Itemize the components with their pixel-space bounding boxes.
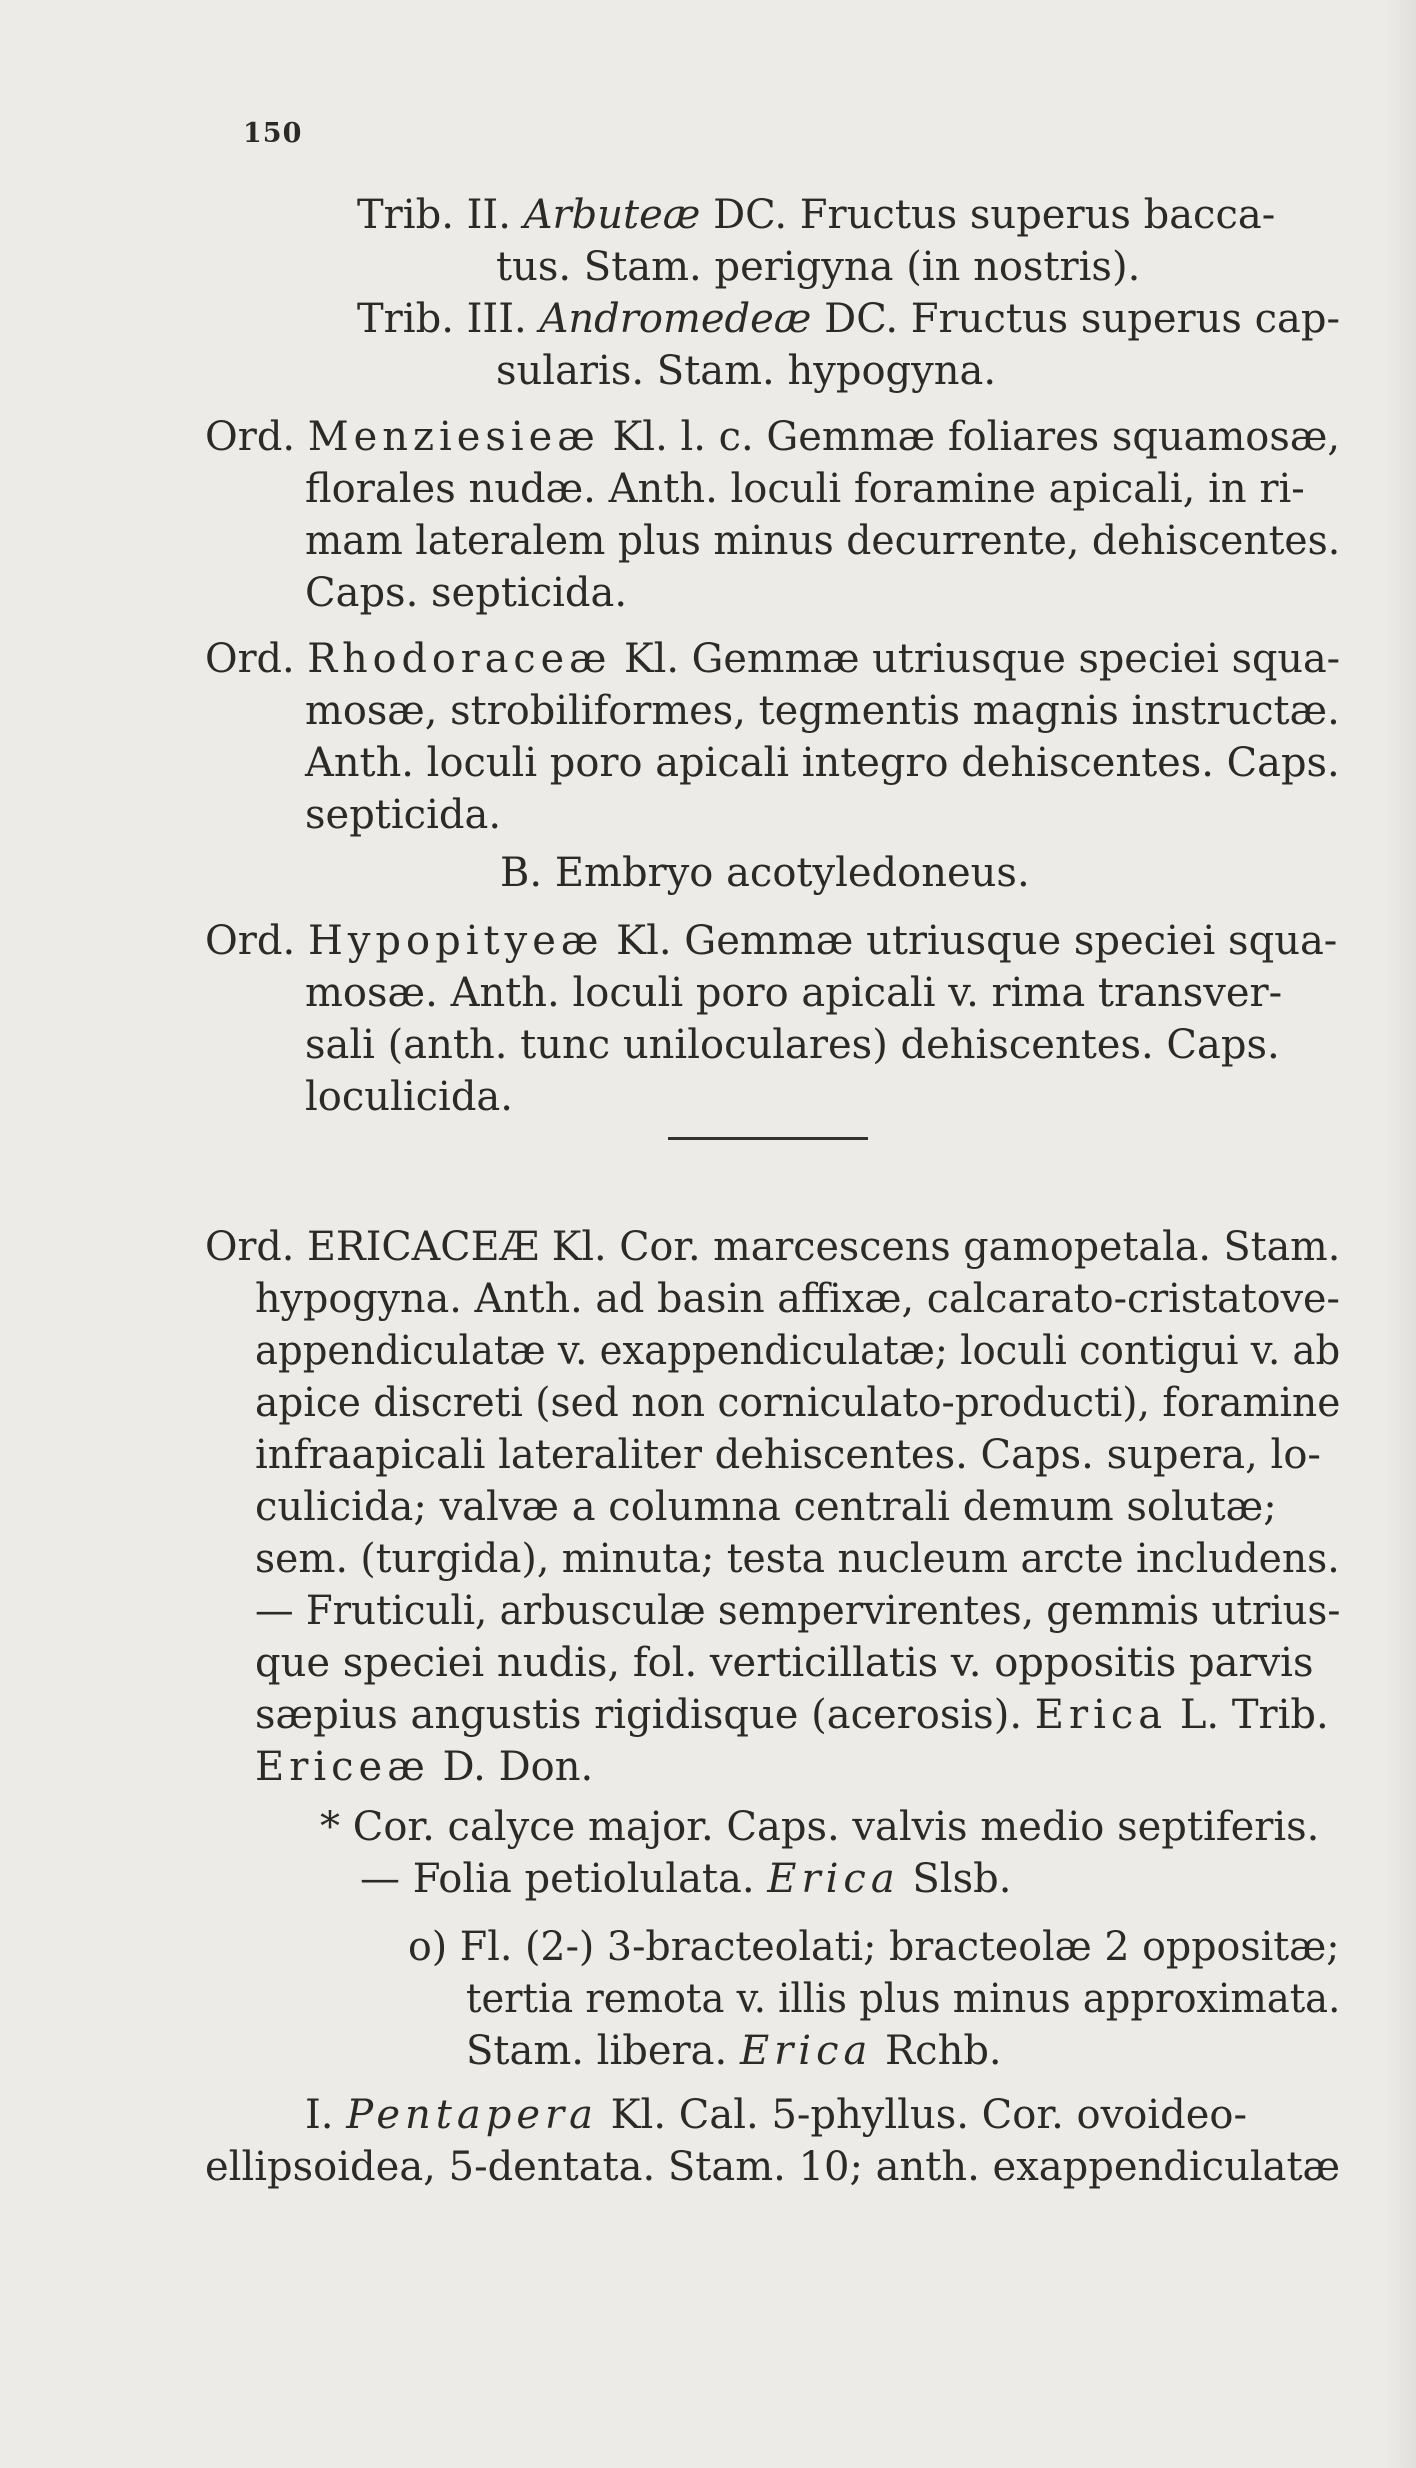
- text-line: Trib. II. Arbuteæ DC. Fructus superus bacca-: [357, 192, 1276, 238]
- text-line: Caps. septicida.: [305, 570, 628, 616]
- text-line: Ord. ERICACEÆ Kl. Cor. marcescens gamopetala. Stam.: [205, 1224, 1341, 1270]
- text-line: Ord. Menziesieæ Kl. l. c. Gemmæ foliares squamosæ,: [205, 414, 1341, 460]
- text-line: apice discreti (sed non corniculato-producti), foramine: [255, 1380, 1341, 1426]
- page-number: 150: [243, 118, 303, 149]
- text-line: Trib. III. Andromedeæ DC. Fructus superus cap-: [357, 296, 1340, 342]
- text-line: mosæ. Anth. loculi poro apicali v. rima transver-: [305, 970, 1283, 1016]
- text-line: Stam. libera. Erica Rchb.: [466, 2028, 1002, 2074]
- text-line: mam lateralem plus minus decurrente, dehiscentes.: [305, 518, 1341, 564]
- text-line: septicida.: [305, 792, 502, 838]
- text-line: loculicida.: [305, 1074, 513, 1120]
- text-line: sularis. Stam. hypogyna.: [496, 348, 997, 394]
- section-heading: B. Embryo acotyledoneus.: [500, 850, 1030, 896]
- text-line: florales nudæ. Anth. loculi foramine apicali, in ri-: [305, 466, 1305, 512]
- text-line: tertia remota v. illis plus minus approximata.: [466, 1976, 1341, 2022]
- text-line: sæpius angustis rigidisque (acerosis). Erica L. Trib.: [255, 1692, 1329, 1738]
- text-line: o) Fl. (2-) 3-bracteolati; bracteolæ 2 oppositæ;: [408, 1924, 1340, 1970]
- text-line: appendiculatæ v. exappendiculatæ; loculi contigui v. ab: [255, 1328, 1341, 1374]
- text-line: sali (anth. tunc uniloculares) dehiscentes. Caps.: [305, 1022, 1280, 1068]
- text-line: Ericeæ D. Don.: [255, 1744, 594, 1790]
- page-edge-shadow: [1386, 0, 1416, 2468]
- text-line: * Cor. calyce major. Caps. valvis medio septiferis.: [320, 1804, 1320, 1850]
- text-line: Ord. Hypopityeæ Kl. Gemmæ utriusque speciei squa-: [205, 918, 1338, 964]
- text-line: ellipsoidea, 5-dentata. Stam. 10; anth. exappendiculatæ: [205, 2144, 1341, 2190]
- text-line: culicida; valvæ a columna centrali demum solutæ;: [255, 1484, 1277, 1530]
- text-line: I. Pentapera Kl. Cal. 5-phyllus. Cor. ovoideo-: [305, 2092, 1247, 2138]
- text-line: — Folia petiolulata. Erica Slsb.: [360, 1856, 1012, 1902]
- text-line: sem. (turgida), minuta; testa nucleum arcte includens.: [255, 1536, 1340, 1582]
- text-line: Anth. loculi poro apicali integro dehiscentes. Caps.: [305, 740, 1340, 786]
- text-line: mosæ, strobiliformes, tegmentis magnis instructæ.: [305, 688, 1340, 734]
- text-line: hypogyna. Anth. ad basin affixæ, calcarato-cristatove-: [255, 1276, 1340, 1322]
- section-divider: [668, 1137, 868, 1140]
- text-line: Ord. Rhodoraceæ Kl. Gemmæ utriusque speciei squa-: [205, 636, 1341, 682]
- text-line: — Fruticuli, arbusculæ sempervirentes, gemmis utrius-: [255, 1588, 1341, 1634]
- text-line: que speciei nudis, fol. verticillatis v. oppositis parvis: [255, 1640, 1314, 1686]
- text-line: tus. Stam. perigyna (in nostris).: [496, 244, 1141, 290]
- text-line: infraapicali lateraliter dehiscentes. Caps. supera, lo-: [255, 1432, 1321, 1478]
